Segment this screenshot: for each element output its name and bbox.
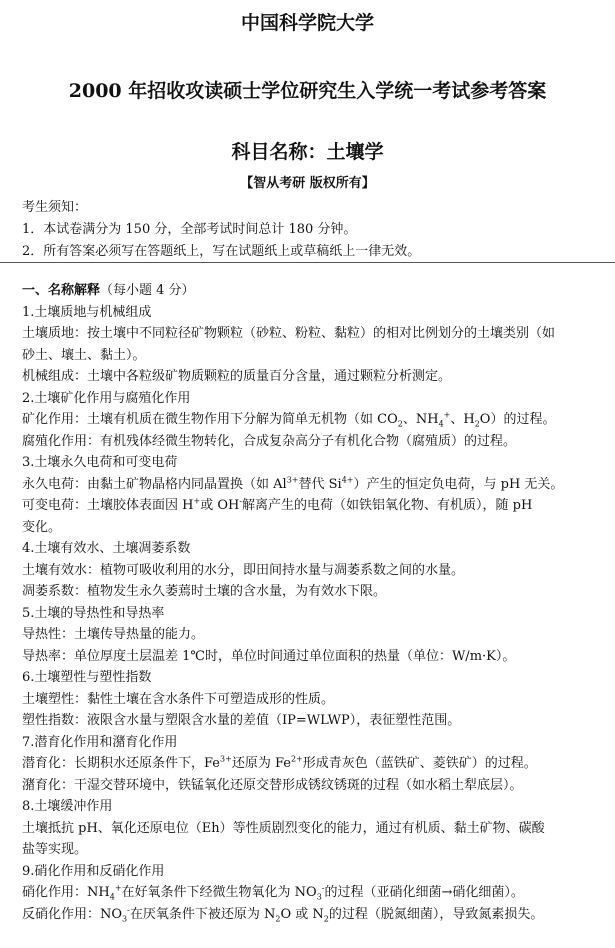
exam-title: 2000 年招收攻读硕士学位研究生入学统一考试参考答案 bbox=[68, 80, 547, 102]
notice-item-1: 1．本试卷满分为 150 分，全部考试时间总计 180 分钟。 bbox=[22, 222, 357, 237]
university-title: 中国科学院大学 bbox=[240, 12, 374, 34]
term-title-5: 5.土壤的导热性和导热率 bbox=[22, 605, 165, 621]
definition-2a: 矿化作用：土壤有机质在微生物作用下分解为简单无机物（如 $CO_2$、$NH_4^+$、$H_2O$）的过程。 bbox=[22, 410, 556, 429]
definition-9b: 反硝化作用：$NO_3^-$在厌氧条件下被还原为 $N_2O$ 或 $N_2$的过程（脱氮细菌），导致氮素损失。 bbox=[22, 905, 544, 924]
section-title bbox=[22, 280, 592, 302]
definition-7b: 潴育化：干湿交替环境中，铁锰氧化还原交替形成锈纹锈斑的过程（如水稻土犁底层）。 bbox=[22, 777, 523, 793]
notice-item-2: 2．所有答案必须写在答题纸上，写在试题纸上或草稿纸上一律无效。 bbox=[22, 244, 421, 259]
definition-6b: 塑性指数：液限含水量与塑限含水量的差值（IP=WLWP），表征塑性范围。 bbox=[22, 713, 461, 728]
term-title-3: 3.土壤永久电荷和可变电荷 bbox=[22, 455, 178, 470]
definition-3b: 可变电荷：土壤胶体表面因 H+或 OH-解离产生的电荷（如铁铝氧化物、有机质），随 pH bbox=[22, 496, 533, 513]
definition-1a: 土壤质地：按土壤中不同粒径矿物颗粒（砂粒、粉粒、黏粒）的相对比例划分的土壤类别（如 bbox=[22, 326, 556, 341]
definition-6a: 土壤塑性：黏性土壤在含水条件下可塑造成形的性质。 bbox=[22, 691, 335, 707]
definition-5a: 导热性：土壤传导热量的能力。 bbox=[22, 627, 205, 642]
term-title-2: 2.土壤矿化作用与腐殖化作用 bbox=[22, 390, 191, 406]
definition-9a: 硝化作用：$NH_4^+$在好氧条件下经微生物氧化为 $NO_3^-$的过程（亚硝化细菌→硝化细菌）。 bbox=[22, 883, 524, 902]
definition-1b: 机械组成：土壤中各粒级矿物质颗粒的质量百分含量，通过颗粒分析测定。 bbox=[22, 369, 452, 384]
definition-3a: 永久电荷：由黏土矿物晶格内同晶置换（如 $Al^{3+}$替代 $Si^{4+}$）产生的恒定负电荷，与 pH 无关。 bbox=[22, 475, 564, 492]
term-title-6: 6.土壤塑性与塑性指数 bbox=[22, 670, 152, 685]
definition-8a-cont: 盐等实现。 bbox=[22, 842, 88, 857]
definition-4a: 土壤有效水：植物可吸收利用的水分，即田间持水量与凋萎系数之间的水量。 bbox=[22, 562, 465, 578]
term-title-9: 9.硝化作用和反硝化作用 bbox=[22, 863, 165, 879]
definition-1a-cont: 砂土、壤土、黏土）。 bbox=[22, 347, 146, 363]
answer-content bbox=[22, 280, 592, 925]
term-title-1: 1.土壤质地与机械组成 bbox=[22, 304, 152, 320]
term-title-7: 7.潜育化作用和潴育化作用 bbox=[22, 734, 178, 750]
definition-7a: 潜育化：长期积水还原条件下，$Fe^{3+}$还原为 $Fe^{2+}$形成青灰色（蓝铁矿、菱铁矿）的过程。 bbox=[22, 754, 537, 771]
term-title-8: 8.土壤缓冲作用 bbox=[22, 799, 113, 814]
section-title-note: （每小题 4 分） bbox=[100, 283, 195, 298]
definition-5b: 导热率：单位厚度土层温差 1℃时，单位时间通过单位面积的热量（单位：W/m·K）。 bbox=[22, 648, 516, 664]
divider bbox=[0, 262, 615, 263]
term-title-4: 4.土壤有效水、土壤凋萎系数 bbox=[22, 541, 191, 556]
notice-heading: 考生须知： bbox=[22, 200, 88, 215]
definition-2b: 腐殖化作用：有机残体经微生物转化，合成复杂高分子有机化合物（腐殖质）的过程。 bbox=[22, 433, 517, 449]
definition-4b: 凋萎系数：植物发生永久萎蔫时土壤的含水量，为有效水下限。 bbox=[22, 584, 387, 599]
copyright-notice: 【智从考研 版权所有】 bbox=[240, 176, 375, 191]
definition-8a: 土壤抵抗 pH、氧化还原电位（Eh）等性质剧烈变化的能力，通过有机质、黏土矿物、碳酸 bbox=[22, 820, 545, 836]
definition-3b-cont: 变化。 bbox=[22, 519, 62, 535]
subject-title: 科目名称：土壤学 bbox=[231, 141, 384, 163]
section-title-main: 一、名称解释 bbox=[22, 283, 101, 298]
